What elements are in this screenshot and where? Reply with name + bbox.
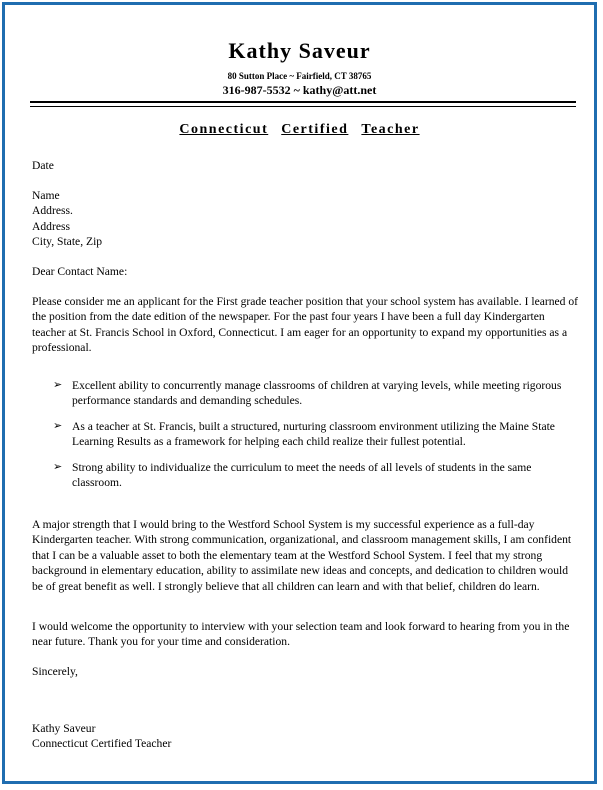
signature-block: [32, 721, 580, 752]
header-rule-thin: [30, 106, 576, 107]
headline: [5, 122, 594, 138]
headline-word: Teacher: [361, 122, 420, 137]
arrow-bullet-icon: ➢: [53, 460, 63, 473]
recipient-address-2: Address: [32, 219, 70, 233]
recipient-address-1: Address.: [32, 204, 73, 218]
bullet-text: Excellent ability to concurrently manage classrooms of children at varying levels, while meeting rigorous performance standards and demanding schedules.: [72, 379, 562, 408]
signature-name: Kathy Saveur: [32, 722, 96, 735]
intro-paragraph: Please consider me an applicant for the First grade teacher position that your school system has available. I learned of the position from the date edition of the newspaper. For the past four years I have been a full day Kindergarten teacher at St. Francis School in Oxford, Connecticut. I am eager for an opportunity to expand my opportunities as a professional.: [32, 295, 579, 355]
signoff: Sincerely,: [32, 665, 78, 678]
author-name: Kathy Saveur: [228, 38, 371, 63]
recipient-block: [32, 188, 580, 250]
list-item: [53, 419, 583, 450]
arrow-bullet-icon: ➢: [53, 379, 63, 391]
bullet-text: Strong ability to individualize the curriculum to meet the needs of all levels of students in the same classroom.: [72, 460, 532, 490]
letter-page: [5, 5, 594, 781]
recipient-name: Name: [32, 189, 60, 202]
headline-word: Connecticut: [179, 122, 269, 137]
headline-word: Certified: [281, 122, 349, 137]
author-contact: 316-987-5532 ~ kathy@att.net: [222, 83, 377, 97]
list-item: [53, 378, 583, 409]
page-frame: [2, 2, 597, 784]
header-rule-thick: [30, 101, 576, 103]
body-paragraph: A major strength that I would bring to the Westford School System is my successful experience as a full-day Kindergarten teacher. With strong communication, organizational, and classroom management skills, I am confident that I can be a valuable asset to both the elementary team at the Westford School System. I feel that my strong background in elementary education, ability to assimilate new ideas and concepts, and dedication to children would be of great benefit as well. I strongly believe that all children can learn and with that belief, children do learn.: [32, 518, 572, 593]
salutation: Dear Contact Name:: [32, 265, 128, 278]
list-item: [53, 460, 583, 491]
arrow-bullet-icon: ➢: [53, 419, 63, 432]
bullet-text: As a teacher at St. Francis, built a structured, nurturing classroom environment utilizing the Maine State Learning Results as a framework for helping each child realize their fullest potential.: [72, 419, 555, 449]
signature-title: Connecticut Certified Teacher: [32, 737, 172, 751]
recipient-city: City, State, Zip: [32, 235, 103, 249]
bullet-list: [53, 378, 583, 500]
letter-date: Date: [32, 159, 54, 172]
closing-paragraph: I would welcome the opportunity to interview with your selection team and look forward to hearing from you in the near future. Thank you for your time and consideration.: [32, 620, 570, 649]
author-address: 80 Sutton Place ~ Fairfield, CT 38765: [227, 71, 372, 81]
